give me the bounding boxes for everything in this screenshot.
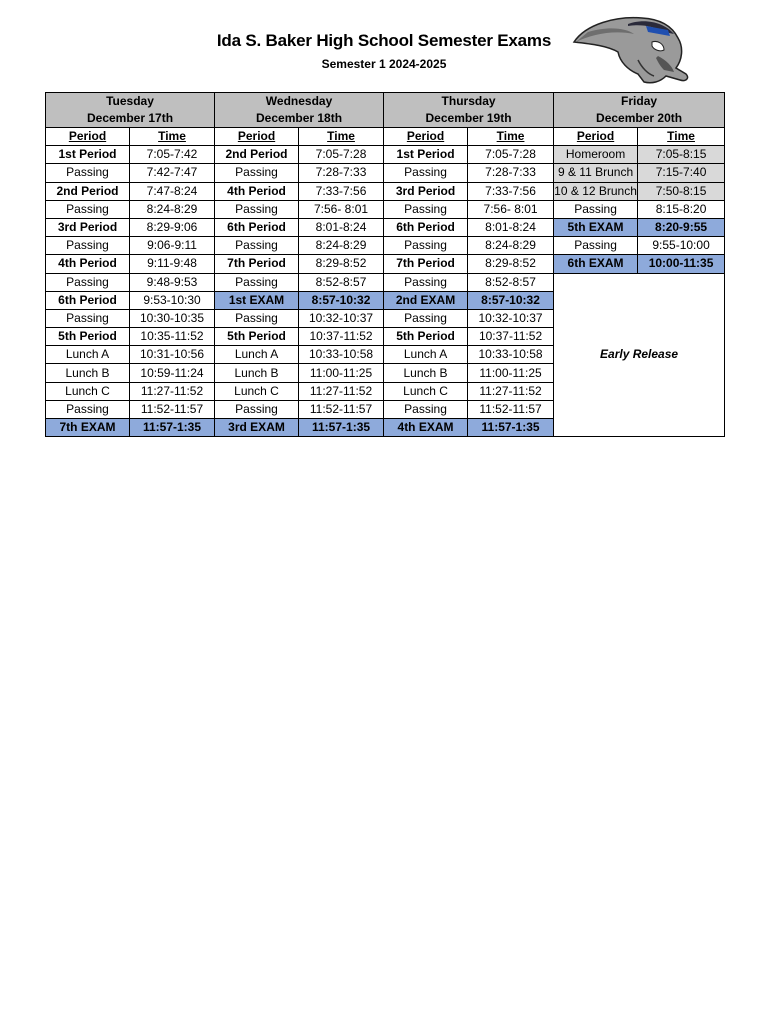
period-cell: Passing — [384, 237, 468, 255]
column-header-period: Period — [46, 128, 130, 146]
time-cell: 10:32-10:37 — [299, 309, 384, 327]
day-date: December 17th — [86, 111, 174, 125]
period-cell: 6th Period — [384, 218, 468, 236]
period-cell: Passing — [46, 309, 130, 327]
time-cell: 8:52-8:57 — [299, 273, 384, 291]
period-cell: 6th EXAM — [554, 255, 638, 273]
time-cell: 10:33-10:58 — [468, 346, 554, 364]
period-cell: Passing — [384, 309, 468, 327]
time-cell: 11:52-11:57 — [468, 400, 554, 418]
time-cell: 11:52-11:57 — [299, 400, 384, 418]
time-cell: 10:59-11:24 — [130, 364, 215, 382]
column-header-period: Period — [215, 128, 299, 146]
period-cell: 7th EXAM — [46, 419, 130, 437]
time-cell: 11:27-11:52 — [299, 382, 384, 400]
period-cell: Lunch C — [215, 382, 299, 400]
exam-schedule-table — [45, 92, 725, 437]
period-cell: Passing — [46, 400, 130, 418]
period-cell: Passing — [215, 237, 299, 255]
time-cell: 7:33-7:56 — [468, 182, 554, 200]
period-cell: Lunch A — [384, 346, 468, 364]
time-cell: 8:52-8:57 — [468, 273, 554, 291]
time-cell: 11:57-1:35 — [299, 419, 384, 437]
time-cell: 8:01-8:24 — [468, 218, 554, 236]
period-cell: Lunch B — [215, 364, 299, 382]
time-cell: 9:48-9:53 — [130, 273, 215, 291]
day-date: December 18th — [256, 111, 343, 125]
time-cell: 9:06-9:11 — [130, 237, 215, 255]
period-cell: Lunch C — [46, 382, 130, 400]
time-cell: 10:37-11:52 — [299, 328, 384, 346]
time-cell: 8:57-10:32 — [299, 291, 384, 309]
time-cell: 7:28-7:33 — [299, 164, 384, 182]
time-cell: 9:11-9:48 — [130, 255, 215, 273]
column-header-time: Time — [299, 128, 384, 146]
period-cell: 4th Period — [215, 182, 299, 200]
time-cell: 8:20-9:55 — [638, 218, 725, 236]
period-cell: 2nd EXAM — [384, 291, 468, 309]
column-header-time: Time — [130, 128, 215, 146]
time-cell: 8:15-8:20 — [638, 200, 725, 218]
time-cell: 7:56- 8:01 — [299, 200, 384, 218]
day-name: Friday — [621, 94, 658, 108]
time-cell: 11:00-11:25 — [299, 364, 384, 382]
period-cell: Passing — [215, 200, 299, 218]
period-cell: Passing — [554, 237, 638, 255]
time-cell: 10:35-11:52 — [130, 328, 215, 346]
period-cell: 9 & 11 Brunch — [554, 164, 638, 182]
time-cell: 9:55-10:00 — [638, 237, 725, 255]
day-header — [215, 93, 384, 128]
time-cell: 7:47-8:24 — [130, 182, 215, 200]
time-cell: 10:30-10:35 — [130, 309, 215, 327]
period-cell: 2nd Period — [46, 182, 130, 200]
column-header-period: Period — [554, 128, 638, 146]
period-cell: 5th Period — [384, 328, 468, 346]
period-cell: Passing — [215, 273, 299, 291]
period-cell: 4th EXAM — [384, 419, 468, 437]
period-cell: 5th EXAM — [554, 218, 638, 236]
period-cell: 7th Period — [215, 255, 299, 273]
time-cell: 7:56- 8:01 — [468, 200, 554, 218]
period-cell: 3rd EXAM — [215, 419, 299, 437]
period-cell: Lunch B — [46, 364, 130, 382]
period-cell: 10 & 12 Brunch — [554, 182, 638, 200]
time-cell: 8:01-8:24 — [299, 218, 384, 236]
period-cell: Passing — [46, 273, 130, 291]
time-cell: 7:15-7:40 — [638, 164, 725, 182]
period-cell: Lunch A — [46, 346, 130, 364]
period-cell: Passing — [215, 164, 299, 182]
time-cell: 7:33-7:56 — [299, 182, 384, 200]
time-cell: 7:05-7:28 — [468, 146, 554, 164]
day-name: Tuesday — [106, 94, 154, 108]
day-header — [384, 93, 554, 128]
column-header-time: Time — [638, 128, 725, 146]
period-cell: Lunch B — [384, 364, 468, 382]
period-cell: 4th Period — [46, 255, 130, 273]
day-header — [554, 93, 725, 128]
time-cell: 10:37-11:52 — [468, 328, 554, 346]
period-cell: Passing — [384, 200, 468, 218]
early-release-note: Early Release — [554, 273, 725, 437]
time-cell: 8:24-8:29 — [130, 200, 215, 218]
time-cell: 8:29-9:06 — [130, 218, 215, 236]
time-cell: 7:05-7:28 — [299, 146, 384, 164]
time-cell: 7:42-7:47 — [130, 164, 215, 182]
time-cell: 11:27-11:52 — [468, 382, 554, 400]
time-cell: 7:05-7:42 — [130, 146, 215, 164]
day-name: Thursday — [441, 94, 496, 108]
period-cell: 2nd Period — [215, 146, 299, 164]
time-cell: 11:00-11:25 — [468, 364, 554, 382]
period-cell: 1st Period — [384, 146, 468, 164]
column-header-period: Period — [384, 128, 468, 146]
period-cell: 6th Period — [215, 218, 299, 236]
time-cell: 9:53-10:30 — [130, 291, 215, 309]
page-title: Ida S. Baker High School Semester Exams — [216, 31, 552, 50]
period-cell: 3rd Period — [46, 218, 130, 236]
period-cell: Passing — [554, 200, 638, 218]
school-mascot-logo — [568, 12, 696, 88]
period-cell: Passing — [215, 309, 299, 327]
time-cell: 11:57-1:35 — [468, 419, 554, 437]
time-cell: 11:57-1:35 — [130, 419, 215, 437]
period-cell: Passing — [384, 400, 468, 418]
day-date: December 19th — [425, 111, 512, 125]
period-cell: 7th Period — [384, 255, 468, 273]
period-cell: Passing — [384, 273, 468, 291]
period-cell: Passing — [46, 237, 130, 255]
time-cell: 8:24-8:29 — [299, 237, 384, 255]
period-cell: Lunch A — [215, 346, 299, 364]
period-cell: 5th Period — [46, 328, 130, 346]
page-subtitle: Semester 1 2024-2025 — [321, 57, 447, 71]
time-cell: 8:29-8:52 — [468, 255, 554, 273]
time-cell: 10:32-10:37 — [468, 309, 554, 327]
period-cell: 1st EXAM — [215, 291, 299, 309]
time-cell: 10:00-11:35 — [638, 255, 725, 273]
time-cell: 11:27-11:52 — [130, 382, 215, 400]
period-cell: Lunch C — [384, 382, 468, 400]
period-cell: 1st Period — [46, 146, 130, 164]
time-cell: 10:31-10:56 — [130, 346, 215, 364]
time-cell: 7:28-7:33 — [468, 164, 554, 182]
period-cell: Passing — [384, 164, 468, 182]
period-cell: Passing — [46, 164, 130, 182]
time-cell: 7:05-8:15 — [638, 146, 725, 164]
period-cell: Passing — [215, 400, 299, 418]
time-cell: 8:29-8:52 — [299, 255, 384, 273]
period-cell: 5th Period — [215, 328, 299, 346]
time-cell: 8:57-10:32 — [468, 291, 554, 309]
day-header — [46, 93, 215, 128]
column-header-time: Time — [468, 128, 554, 146]
period-cell: Homeroom — [554, 146, 638, 164]
time-cell: 7:50-8:15 — [638, 182, 725, 200]
day-date: December 20th — [596, 111, 683, 125]
period-cell: Passing — [46, 200, 130, 218]
period-cell: 3rd Period — [384, 182, 468, 200]
day-name: Wednesday — [265, 94, 333, 108]
period-cell: 6th Period — [46, 291, 130, 309]
time-cell: 10:33-10:58 — [299, 346, 384, 364]
time-cell: 11:52-11:57 — [130, 400, 215, 418]
time-cell: 8:24-8:29 — [468, 237, 554, 255]
